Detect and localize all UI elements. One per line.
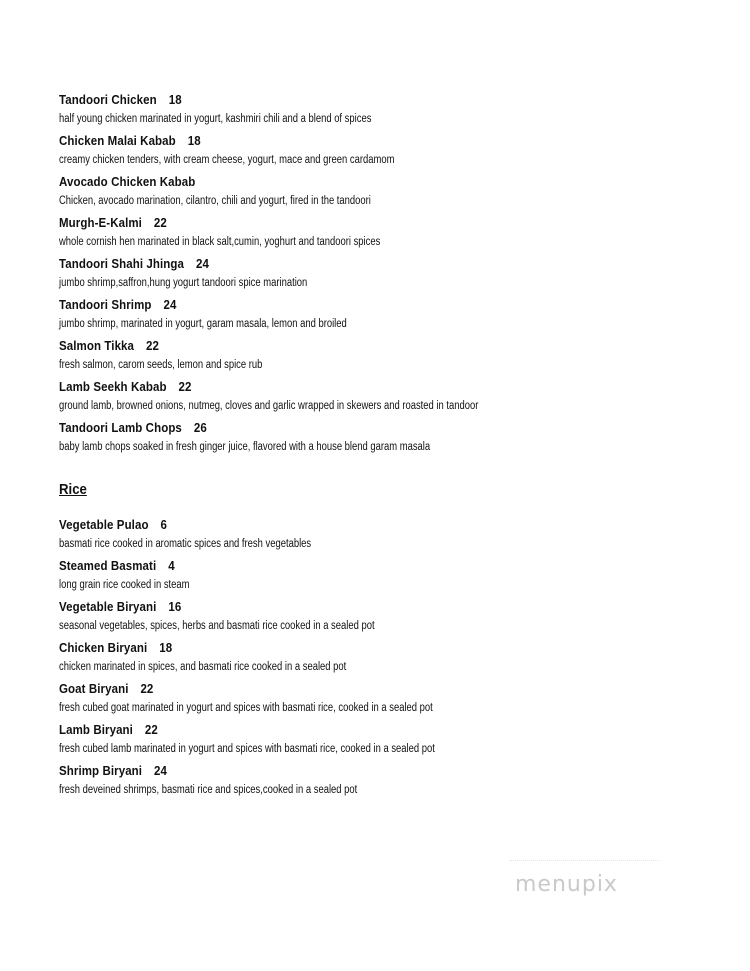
menu-item bbox=[59, 598, 719, 639]
menu-item-price: 6 bbox=[160, 518, 168, 532]
menu-item-title bbox=[59, 132, 666, 150]
menu-item-name: Salmon Tikka bbox=[59, 339, 135, 353]
menu-item bbox=[59, 255, 719, 296]
menu-item-name: Steamed Basmati bbox=[59, 559, 157, 573]
menu-item-name: Chicken Biryani bbox=[59, 641, 148, 655]
menu-item-price: 26 bbox=[193, 421, 207, 435]
menu-item-name: Tandoori Lamb Chops bbox=[59, 421, 182, 435]
menu-item bbox=[59, 680, 719, 721]
rice-menu-section bbox=[59, 480, 719, 803]
menu-item-price: 22 bbox=[145, 339, 159, 353]
menu-item-title bbox=[59, 639, 666, 657]
menu-item bbox=[59, 516, 719, 557]
menu-item bbox=[59, 639, 719, 680]
menu-item-name: Vegetable Biryani bbox=[59, 600, 157, 614]
menu-item-price: 22 bbox=[178, 380, 192, 394]
menu-item-title bbox=[59, 557, 666, 575]
menu-item-title bbox=[59, 419, 666, 437]
menu-item-description: Chicken, avocado marination, cilantro, chili and yogurt, fired in the tandoori bbox=[59, 195, 371, 207]
menu-item-price: 22 bbox=[140, 682, 154, 696]
menu-item-name: Lamb Seekh Kabab bbox=[59, 380, 167, 394]
menu-item bbox=[59, 419, 719, 460]
menu-item-description: baby lamb chops soaked in fresh ginger juice, flavored with a house blend garam masala bbox=[59, 441, 431, 453]
menu-item bbox=[59, 557, 719, 598]
menu-item bbox=[59, 173, 719, 214]
menu-item-price: 24 bbox=[154, 764, 168, 778]
menu-item-name: Shrimp Biryani bbox=[59, 764, 143, 778]
menupix-watermark: menupix bbox=[515, 872, 618, 897]
menu-item-price: 4 bbox=[168, 559, 175, 573]
menu-item-title bbox=[59, 598, 666, 616]
menu-item-title bbox=[59, 91, 666, 109]
menu-item-title bbox=[59, 214, 666, 232]
menu-item-price: 18 bbox=[168, 93, 182, 107]
menu-item-name: Vegetable Pulao bbox=[59, 518, 149, 532]
menu-item-description: jumbo shrimp,saffron,hung yogurt tandoori spice marination bbox=[59, 277, 308, 289]
menu-item bbox=[59, 132, 719, 173]
menu-item-description: jumbo shrimp, marinated in yogurt, garam masala, lemon and broiled bbox=[59, 318, 347, 330]
menu-item-name: Avocado Chicken Kabab bbox=[59, 175, 196, 189]
menu-item-title bbox=[59, 255, 666, 273]
menu-item-price: 16 bbox=[168, 600, 182, 614]
menu-item-title bbox=[59, 721, 666, 739]
menu-item bbox=[59, 296, 719, 337]
menu-item-title bbox=[59, 680, 666, 698]
menu-item bbox=[59, 721, 719, 762]
tandoor-item-list bbox=[59, 91, 719, 460]
menu-item-description: fresh cubed goat marinated in yogurt and spices with basmati rice, cooked in a sealed pot bbox=[59, 702, 433, 714]
menu-item bbox=[59, 214, 719, 255]
menu-item-price: 22 bbox=[153, 216, 167, 230]
menu-item-title bbox=[59, 173, 666, 191]
menu-item-name: Goat Biryani bbox=[59, 682, 129, 696]
menu-item-price: 18 bbox=[159, 641, 173, 655]
menu-item-description: fresh cubed lamb marinated in yogurt and spices with basmati rice, cooked in a sealed pot bbox=[59, 743, 435, 755]
menu-item-description: fresh salmon, carom seeds, lemon and spice rub bbox=[59, 359, 263, 371]
menu-item-description: half young chicken marinated in yogurt, kashmiri chili and a blend of spices bbox=[59, 113, 372, 125]
menu-item-description: chicken marinated in spices, and basmati rice cooked in a sealed pot bbox=[59, 661, 347, 673]
menu-item-description: whole cornish hen marinated in black salt,cumin, yoghurt and tandoori spices bbox=[59, 236, 381, 248]
rice-section-heading: Rice bbox=[59, 481, 87, 498]
menu-item-title bbox=[59, 378, 666, 396]
menu-item bbox=[59, 762, 719, 803]
menu-item-description: ground lamb, browned onions, nutmeg, cloves and garlic wrapped in skewers and roasted in tandoor bbox=[59, 400, 479, 412]
menu-item-title bbox=[59, 296, 666, 314]
menu-item-price: 22 bbox=[144, 723, 158, 737]
tandoor-menu-section bbox=[59, 91, 719, 460]
menu-item-title bbox=[59, 516, 666, 534]
menu-item-name: Tandoori Shahi Jhinga bbox=[59, 257, 185, 271]
rice-item-list bbox=[59, 516, 719, 803]
menu-item-name: Tandoori Shrimp bbox=[59, 298, 152, 312]
menu-item-price: 18 bbox=[187, 134, 201, 148]
menu-item-name: Tandoori Chicken bbox=[59, 93, 157, 107]
menu-item-description: basmati rice cooked in aromatic spices and fresh vegetables bbox=[59, 538, 312, 550]
menu-item bbox=[59, 91, 719, 132]
menu-item-price: 24 bbox=[163, 298, 177, 312]
menu-item-name: Murgh-E-Kalmi bbox=[59, 216, 142, 230]
menu-item bbox=[59, 337, 719, 378]
menu-item-title bbox=[59, 762, 666, 780]
watermark-divider bbox=[510, 860, 660, 862]
menu-item-description: long grain rice cooked in steam bbox=[59, 579, 190, 591]
menu-item-description: seasonal vegetables, spices, herbs and basmati rice cooked in a sealed pot bbox=[59, 620, 375, 632]
menu-item-description: fresh deveined shrimps, basmati rice and spices,cooked in a sealed pot bbox=[59, 784, 358, 796]
menu-item-price: 24 bbox=[195, 257, 209, 271]
menu-item bbox=[59, 378, 719, 419]
menu-item-description: creamy chicken tenders, with cream cheese, yogurt, mace and green cardamom bbox=[59, 154, 395, 166]
menu-item-name: Chicken Malai Kabab bbox=[59, 134, 176, 148]
menu-item-name: Lamb Biryani bbox=[59, 723, 133, 737]
menu-item-title bbox=[59, 337, 666, 355]
